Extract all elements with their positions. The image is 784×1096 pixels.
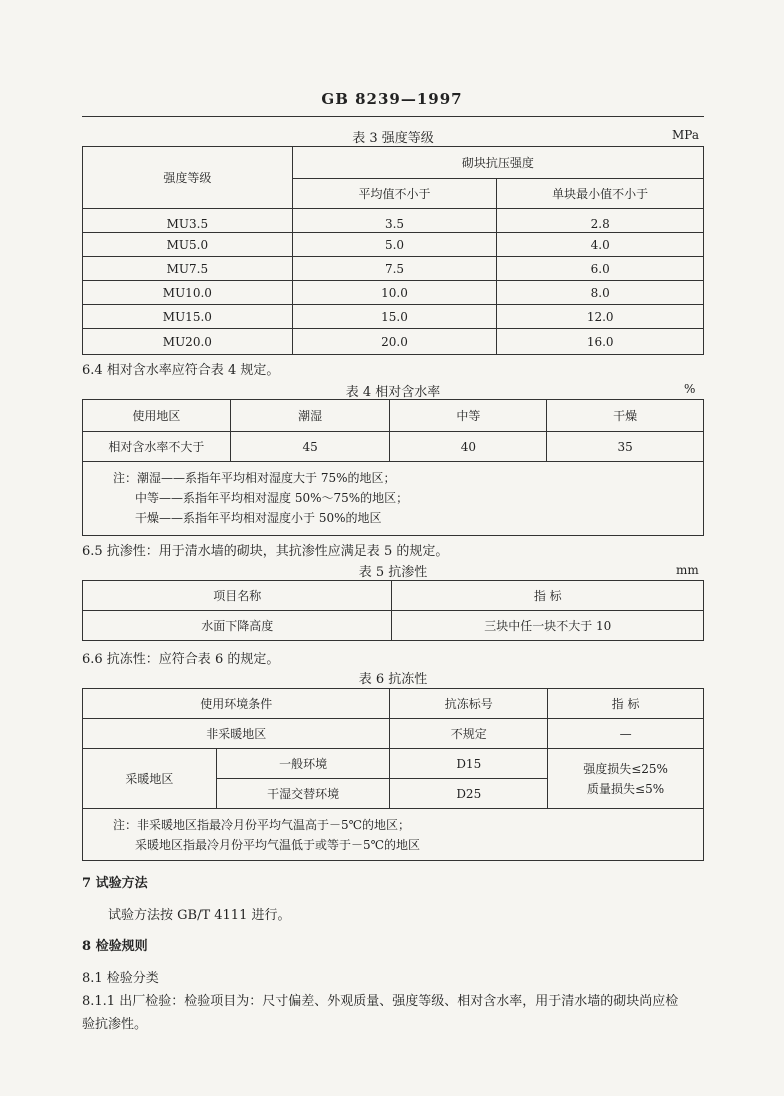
para-8-1-1-line2: 验抗渗性。 (82, 1017, 148, 1032)
table6 (82, 688, 704, 861)
table5-caption: 表 5 抗渗性 (358, 565, 428, 580)
table5-col-item: 项目名称 (83, 581, 392, 611)
table4-col-humid: 潮湿 (230, 400, 390, 432)
para-8-1-1-line1: 8.1.1 出厂检验：检验项目为：尺寸偏差、外观质量、强度等级、相对含水率，用于清水墙的砌块尚应检 (82, 994, 679, 1009)
table4 (82, 399, 704, 536)
table6-wetdry: 干湿交替环境 (216, 779, 390, 809)
section-8-1-heading: 8.1 检验分类 (82, 971, 159, 986)
table4-col-dry: 干燥 (547, 400, 704, 432)
table6-general-mark: D15 (390, 749, 548, 779)
section-8-heading: 8 检验规则 (82, 939, 148, 954)
para-6-6: 6.6 抗冻性：应符合表 6 的规定。 (82, 652, 280, 667)
table-row: MU20.0 20.0 16.0 (83, 329, 704, 355)
table3-caption: 表 3 强度等级 (352, 131, 434, 146)
table4-caption: 表 4 相对含水率 (345, 385, 441, 400)
table5-unit: mm (676, 563, 699, 577)
table-row: MU7.5 7.5 6.0 (83, 257, 704, 281)
para-7: 试验方法按 GB/T 4111 进行。 (108, 908, 291, 923)
table3-col-group: 砌块抗压强度 (292, 147, 703, 179)
table5 (82, 580, 704, 641)
para-6-5: 6.5 抗渗性：用于清水墙的砌块，其抗渗性应满足表 5 的规定。 (82, 544, 449, 559)
table6-nonheat: 非采暖地区 (83, 719, 390, 749)
table6-index-values: 强度损失≤25% 质量损失≤5% (548, 749, 704, 809)
table6-caption: 表 6 抗冻性 (358, 672, 428, 687)
table4-col-medium: 中等 (390, 400, 547, 432)
table-row: MU3.5 3.5 2.8 (83, 209, 704, 233)
table-row: MU5.0 5.0 4.0 (83, 233, 704, 257)
table6-note: 注：非采暖地区指最冷月份平均气温高于－5℃的地区； 采暖地区指最冷月份平均气温低于或等于－5℃的地区 (83, 809, 704, 861)
table5-col-index: 指 标 (392, 581, 704, 611)
table5-row-value: 三块中任一块不大于 10 (392, 611, 704, 641)
table4-note: 注：潮湿——系指年平均相对湿度大于 75%的地区； 中等——系指年平均相对湿度 50%～75%的地区； 干燥——系指年平均相对湿度小于 50%的地区 (83, 462, 704, 536)
table4-val-dry: 35 (547, 432, 704, 462)
table6-heat: 采暖地区 (83, 749, 217, 809)
table6-nonheat-index: — (548, 719, 704, 749)
table5-row-item: 水面下降高度 (83, 611, 392, 641)
table3 (82, 146, 704, 355)
table3-unit: MPa (672, 128, 699, 142)
table-row: MU15.0 15.0 12.0 (83, 305, 704, 329)
table4-val-medium: 40 (390, 432, 547, 462)
table4-col-region: 使用地区 (83, 400, 231, 432)
table6-general: 一般环境 (216, 749, 390, 779)
table6-col-env: 使用环境条件 (83, 689, 390, 719)
header-rule (82, 116, 704, 117)
section-7-heading: 7 试验方法 (82, 876, 148, 891)
table6-col-mark: 抗冻标号 (390, 689, 548, 719)
para-6-4: 6.4 相对含水率应符合表 4 规定。 (82, 363, 280, 378)
table6-wetdry-mark: D25 (390, 779, 548, 809)
table4-row-label: 相对含水率不大于 (83, 432, 231, 462)
table6-nonheat-mark: 不规定 (390, 719, 548, 749)
table4-unit: % (684, 382, 696, 396)
table3-col-grade: 强度等级 (83, 147, 293, 209)
table4-val-humid: 45 (230, 432, 390, 462)
table-row: MU10.0 10.0 8.0 (83, 281, 704, 305)
table3-col-min: 单块最小值不小于 (497, 179, 704, 209)
table3-col-avg: 平均值不小于 (292, 179, 497, 209)
table6-col-index: 指 标 (548, 689, 704, 719)
page-header: GB 8239—1997 (321, 90, 463, 108)
